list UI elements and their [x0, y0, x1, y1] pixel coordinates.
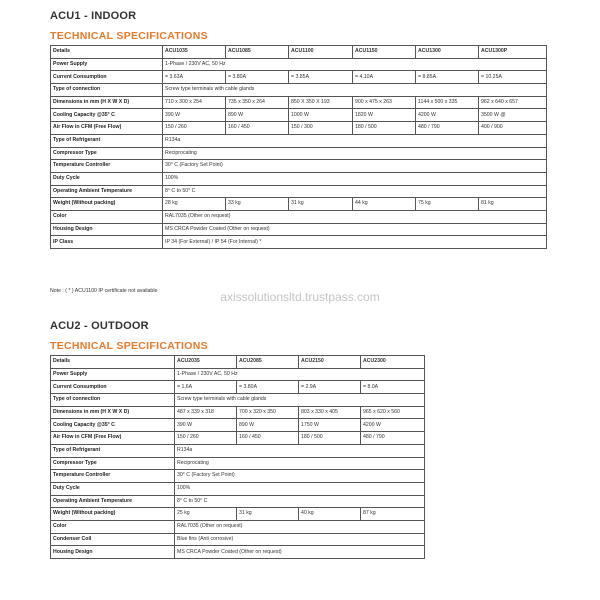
spec-value: 150 / 260 [163, 122, 226, 135]
spec-value: = 3.63A [163, 71, 226, 84]
spec-value-span: IP 34 (For External) / IP 54 (For Internal) * [163, 236, 547, 249]
spec-value: = 10.25A [479, 71, 547, 84]
spec-value: 160 / 450 [226, 122, 289, 135]
spec-label: Type of Refrigerant [51, 134, 163, 147]
spec-value-span: 8° C to 50° C [163, 185, 547, 198]
spec-value: 87 kg [361, 508, 425, 521]
spec-value-span: Reciprocating [163, 147, 547, 160]
spec-value: = 3.85A [289, 71, 353, 84]
spec-label: Power Supply [51, 368, 175, 381]
spec-value: 735 x 350 x 264 [226, 96, 289, 109]
spec-label: Air Flow in CFM (Free Flow) [51, 122, 163, 135]
spec-label: Temperature Controller [51, 160, 163, 173]
spec-value-span: MS CRCA Powder Coated (Other on request) [175, 546, 425, 559]
spec-label: Type of Refrigerant [51, 444, 175, 457]
spec-label: Current Consumption [51, 71, 163, 84]
indoor-section-title: ACU1 - INDOOR [50, 10, 137, 22]
spec-label: Condenser Coil [51, 533, 175, 546]
spec-value: 900 x 475 x 263 [353, 96, 416, 109]
spec-row [51, 185, 547, 198]
spec-label: Compressor Type [51, 457, 175, 470]
spec-row [51, 58, 547, 71]
header-cell-details: Details [51, 356, 175, 369]
spec-label: Housing Design [51, 223, 163, 236]
spec-value-span: Blue fins (Anti corrosive) [175, 533, 425, 546]
spec-row [51, 406, 425, 419]
spec-row [51, 84, 547, 97]
spec-label: Power Supply [51, 58, 163, 71]
indoor-note: Note : ( * ) ACU1100 IP certificate not available [50, 288, 158, 294]
spec-value-span: Reciprocating [175, 457, 425, 470]
spec-row [51, 109, 547, 122]
spec-row [51, 210, 547, 223]
header-row [51, 356, 425, 369]
spec-value: 390 W [163, 109, 226, 122]
spec-label: Weight (Without packing) [51, 508, 175, 521]
spec-row [51, 198, 547, 211]
spec-value-span: 100% [163, 172, 547, 185]
spec-label: Operating Ambient Temperature [51, 185, 163, 198]
spec-row [51, 134, 547, 147]
spec-row [51, 432, 425, 445]
header-cell-model: ACU1150 [353, 46, 416, 59]
spec-value: 150 / 300 [289, 122, 353, 135]
spec-label: Type of connection [51, 84, 163, 97]
spec-value: = 4.10A [353, 71, 416, 84]
spec-value: 40 kg [299, 508, 361, 521]
header-cell-model: ACU1100 [289, 46, 353, 59]
spec-value: 1750 W [299, 419, 361, 432]
spec-value: 710 x 300 x 254 [163, 96, 226, 109]
header-cell-model: ACU2300 [361, 356, 425, 369]
spec-row [51, 236, 547, 249]
spec-value-span: R134a [163, 134, 547, 147]
spec-value: 180 / 500 [299, 432, 361, 445]
spec-label: Temperature Controller [51, 470, 175, 483]
spec-row [51, 457, 425, 470]
spec-row [51, 520, 425, 533]
header-cell-model: ACU1035 [163, 46, 226, 59]
spec-label: Cooling Capacity @35° C [51, 419, 175, 432]
spec-label: Duty Cycle [51, 482, 175, 495]
spec-value: 31 kg [237, 508, 299, 521]
spec-value: = 3.80A [237, 381, 299, 394]
spec-row [51, 223, 547, 236]
spec-row [51, 394, 425, 407]
spec-value: 150 / 260 [175, 432, 237, 445]
spec-value: 480 / 790 [416, 122, 479, 135]
spec-value: 180 / 500 [353, 122, 416, 135]
header-cell-model: ACU1300 [416, 46, 479, 59]
spec-row [51, 482, 425, 495]
spec-row [51, 96, 547, 109]
spec-value: 400 / 900 [479, 122, 547, 135]
spec-label: Color [51, 210, 163, 223]
spec-row [51, 533, 425, 546]
spec-value-span: RAL7035 (Other on request) [175, 520, 425, 533]
spec-value: = 2.9A [299, 381, 361, 394]
spec-row [51, 381, 425, 394]
spec-row [51, 160, 547, 173]
spec-value-span: 30° C (Factory Set Point) [175, 470, 425, 483]
spec-label: Compressor Type [51, 147, 163, 160]
spec-label: Dimensions in mm (H X W X D) [51, 96, 163, 109]
indoor-specs-subtitle: TECHNICAL SPECIFICATIONS [50, 30, 208, 42]
spec-label: Cooling Capacity @35° C [51, 109, 163, 122]
spec-value: 1144 x 500 x 335 [416, 96, 479, 109]
spec-label: Current Consumption [51, 381, 175, 394]
spec-row [51, 470, 425, 483]
spec-label: Duty Cycle [51, 172, 163, 185]
spec-label: Color [51, 520, 175, 533]
spec-value-span: Screw type terminals with cable glands [175, 394, 425, 407]
spec-value: 1000 W [289, 109, 353, 122]
header-cell-model: ACU1300P [479, 46, 547, 59]
spec-value: 81 kg [479, 198, 547, 211]
spec-row [51, 495, 425, 508]
spec-label: Operating Ambient Temperature [51, 495, 175, 508]
header-cell-model: ACU1085 [226, 46, 289, 59]
spec-value-span: R134a [175, 444, 425, 457]
spec-row [51, 508, 425, 521]
spec-value: = 8.0A [361, 381, 425, 394]
spec-value: 160 / 450 [237, 432, 299, 445]
spec-row [51, 147, 547, 160]
indoor-spec-table [50, 45, 547, 249]
spec-value: = 1.6A [175, 381, 237, 394]
spec-value: 850 X 350 X 193 [289, 96, 353, 109]
spec-label: IP Class [51, 236, 163, 249]
outdoor-specs-subtitle: TECHNICAL SPECIFICATIONS [50, 340, 208, 352]
spec-row [51, 122, 547, 135]
spec-label: Housing Design [51, 546, 175, 559]
spec-value: 890 W [237, 419, 299, 432]
spec-value: 75 kg [416, 198, 479, 211]
spec-value: 25 kg [175, 508, 237, 521]
outdoor-spec-table [50, 355, 425, 559]
spec-value: = 3.80A [226, 71, 289, 84]
spec-value-span: 1-Phase / 230V AC, 50 Hz [163, 58, 547, 71]
spec-value: 44 kg [353, 198, 416, 211]
spec-value-span: Screw type terminals with cable glands [163, 84, 547, 97]
spec-row [51, 71, 547, 84]
spec-row [51, 444, 425, 457]
spec-value: 4200 W [416, 109, 479, 122]
spec-value: 965 x 620 x 560 [361, 406, 425, 419]
spec-value-span: 30° C (Factory Set Point) [163, 160, 547, 173]
spec-value: 803 x 330 x 405 [299, 406, 361, 419]
spec-label: Air Flow in CFM (Free Flow) [51, 432, 175, 445]
spec-row [51, 172, 547, 185]
outdoor-section-title: ACU2 - OUTDOOR [50, 320, 149, 332]
spec-value: 33 kg [226, 198, 289, 211]
spec-value-span: 1-Phase / 230V AC, 50 Hz [175, 368, 425, 381]
spec-value: 890 W [226, 109, 289, 122]
watermark-text: axissolutionsltd.trustpass.com [220, 290, 380, 304]
header-cell-model: ACU2035 [175, 356, 237, 369]
spec-value-span: RAL7035 (Other on request) [163, 210, 547, 223]
spec-row [51, 546, 425, 559]
header-cell-details: Details [51, 46, 163, 59]
spec-label: Weight (Without packing) [51, 198, 163, 211]
spec-value: 4200 W [361, 419, 425, 432]
spec-value: 480 / 790 [361, 432, 425, 445]
spec-value-span: 8° C to 50° C [175, 495, 425, 508]
spec-value: 700 x 320 x 350 [237, 406, 299, 419]
spec-value: 962 x 640 x 657 [479, 96, 547, 109]
spec-value: = 8.85A [416, 71, 479, 84]
spec-label: Type of connection [51, 394, 175, 407]
spec-value: 3500 W @ [479, 109, 547, 122]
spec-value: 390 W [175, 419, 237, 432]
spec-value: 28 kg [163, 198, 226, 211]
spec-row [51, 419, 425, 432]
header-row [51, 46, 547, 59]
spec-value-span: MS CRCA Powder Coated (Other on request) [163, 223, 547, 236]
header-cell-model: ACU2150 [299, 356, 361, 369]
spec-value: 1820 W [353, 109, 416, 122]
spec-value: 31 kg [289, 198, 353, 211]
header-cell-model: ACU2085 [237, 356, 299, 369]
spec-label: Dimensions in mm (H X W X D) [51, 406, 175, 419]
spec-value: 487 x 339 x 318 [175, 406, 237, 419]
spec-value-span: 100% [175, 482, 425, 495]
spec-row [51, 368, 425, 381]
